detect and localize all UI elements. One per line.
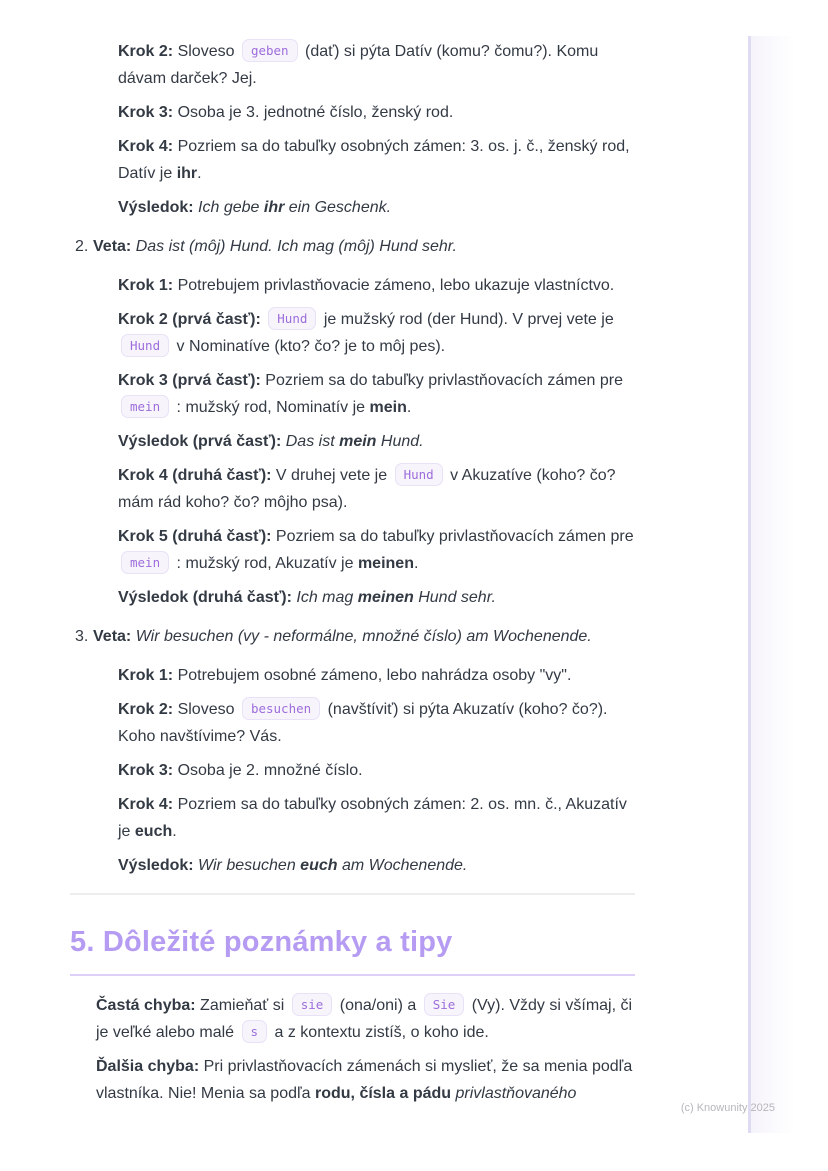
text-segment: V druhej vete je (271, 467, 392, 484)
list-item-text (118, 194, 635, 221)
text-segment: Pozriem sa do tabuľky osobných zámen: 3. os. j. č., ženský rod, Datív je (118, 138, 630, 182)
bullet-dot-holder (103, 696, 118, 750)
text-segment: Wir besuchen (vy - neformálne, množné číslo) am Wochenende. (131, 628, 592, 645)
list-item-text (118, 791, 635, 845)
text-segment: ihr (263, 199, 285, 216)
text-segment: : mužský rod, Akuzatív je (172, 555, 358, 572)
list-item (103, 662, 635, 689)
text-segment: Krok 1: (118, 667, 174, 684)
text-segment: privlastňovaného (455, 1085, 577, 1102)
text-segment: je mužský rod (der Hund). V prvej vete je (319, 311, 614, 328)
bullet-dot-holder (103, 38, 118, 92)
list-item-text (118, 757, 635, 784)
list-item-text (96, 1053, 635, 1107)
text-segment: v Nominatíve (kto? čo? je to môj pes). (172, 338, 446, 355)
list-item-text (118, 133, 635, 187)
text-segment: Das ist (môj) Hund. Ich mag (môj) Hund sehr. (131, 238, 457, 255)
text-segment: euch (134, 823, 173, 840)
text-segment: Pozriem sa do tabuľky osobných zámen: 2. os. mn. č., Akuzatív je (118, 796, 627, 840)
list-item-text (118, 462, 635, 516)
text-segment: Krok 5 (druhá časť): (118, 528, 272, 545)
text-segment: : mužský rod, Nominatív je (172, 399, 370, 416)
list-item (103, 133, 635, 187)
text-segment: Výsledok: (118, 857, 194, 874)
sentence-item (75, 623, 635, 650)
bullet-dot-holder (103, 367, 118, 421)
text-segment: Veta: (93, 628, 132, 645)
bullet-dot-holder (103, 428, 118, 455)
text-segment: a z kontextu zistíš, o koho ide. (270, 1024, 489, 1041)
list-item-text (118, 99, 635, 126)
text-segment: am Wochenende. (337, 857, 468, 874)
text-segment: Krok 1: (118, 277, 174, 294)
inline-code-chip: Sie (424, 993, 465, 1016)
section-divider (70, 893, 635, 895)
text-segment: meinen (357, 589, 414, 606)
list-item (103, 99, 635, 126)
list-item-text (96, 992, 635, 1046)
sentence-item (75, 233, 635, 260)
bullet-dot-holder (103, 133, 118, 187)
text-segment: Hund. (376, 433, 424, 450)
text-segment: mein (369, 399, 407, 416)
text-segment: Krok 2: (118, 43, 174, 60)
bullet-dot-holder (103, 306, 118, 360)
text-segment: (dať) si pýta Datív (komu? čomu?). Komu dávam darček? Jej. (118, 43, 599, 87)
inline-code-chip: mein (121, 551, 169, 574)
text-segment: Potrebujem privlastňovacie zámeno, lebo ukazuje vlastníctvo. (173, 277, 615, 294)
sentence-number: 3. (75, 628, 89, 645)
text-segment: Zamieňať si (195, 997, 289, 1014)
text-segment: Potrebujem osobné zámeno, lebo nahrádza osoby "vy". (173, 667, 572, 684)
list-item (103, 38, 635, 92)
text-segment: Pri privlastňovacích zámenách si myslieť, že sa menia podľa vlastníka. Nie! Menia sa podľa (96, 1058, 633, 1102)
text-segment: (navštíviť) si pýta Akuzatív (koho? čo?). Koho navštívime? Vás. (118, 701, 608, 745)
list-item-text (118, 523, 635, 577)
list-item (103, 194, 635, 221)
sentence-number: 2. (75, 238, 89, 255)
list-item (103, 367, 635, 421)
text-segment: Osoba je 2. množné číslo. (173, 762, 363, 779)
text-segment: . (197, 165, 202, 182)
bullet-dot-holder (75, 1053, 96, 1107)
text-segment: ein Geschenk. (284, 199, 392, 216)
bullet-list (70, 992, 635, 1107)
list-item-text (118, 306, 635, 360)
inline-code-chip: Hund (121, 334, 169, 357)
bullet-dot-holder (103, 662, 118, 689)
text-segment: Častá chyba: (96, 997, 196, 1014)
bullet-dot-holder (103, 757, 118, 784)
sentence-text (93, 623, 635, 650)
text-segment: . (413, 555, 419, 572)
text-segment: Výsledok (druhá časť): (118, 589, 292, 606)
text-segment: rodu, čísla a pádu (315, 1085, 452, 1102)
inline-code-chip: s (242, 1020, 268, 1043)
text-segment: Ich gebe (193, 199, 264, 216)
list-item (103, 523, 635, 577)
text-segment: Ich mag (291, 589, 358, 606)
text-segment: Sloveso (173, 701, 239, 718)
list-item-text (118, 428, 635, 455)
text-segment: Hund sehr. (413, 589, 496, 606)
list-item (103, 696, 635, 750)
text-segment: Výsledok: (118, 199, 194, 216)
section-heading: 5. Dôležité poznámky a tipy (70, 925, 635, 976)
text-segment: (ona/oni) a (335, 997, 421, 1014)
text-segment: mein (339, 433, 377, 450)
text-segment: Krok 2 (prvá časť): (118, 311, 261, 328)
text-segment (261, 311, 265, 328)
page-edge-line (748, 36, 751, 1133)
text-segment: Krok 3 (prvá časť): (118, 372, 261, 389)
footer-copyright: (c) Knowunity 2025 (680, 1102, 775, 1114)
content-column (70, 38, 635, 1114)
inline-code-chip: geben (242, 39, 298, 62)
text-segment: Krok 3: (118, 762, 174, 779)
page-edge-shadow (751, 36, 795, 1133)
list-item (103, 852, 635, 879)
text-segment: Pozriem sa do tabuľky privlastňovacích zámen pre (260, 372, 623, 389)
text-segment: Pozriem sa do tabuľky privlastňovacích zámen pre (271, 528, 634, 545)
text-segment: Sloveso (173, 43, 239, 60)
text-segment: v Akuzatíve (koho? čo? mám rád koho? čo? môjho psa). (118, 467, 616, 511)
text-segment: Wir besuchen (193, 857, 301, 874)
list-item (75, 1053, 635, 1107)
text-segment: Veta: (93, 238, 132, 255)
text-segment: . (172, 823, 177, 840)
bullet-dot-holder (103, 523, 118, 577)
inline-code-chip: Hund (268, 307, 316, 330)
text-segment: (Vy). Vždy si všímaj, či je veľké alebo malé (96, 997, 633, 1041)
text-segment: Ďalšia chyba: (96, 1058, 200, 1075)
bullet-list (70, 38, 635, 221)
list-item-text (118, 852, 635, 879)
bullet-list (70, 272, 635, 611)
text-segment: . (406, 399, 412, 416)
bullet-dot-holder (103, 194, 118, 221)
bullet-dot-holder (75, 992, 96, 1046)
bullet-list (70, 662, 635, 879)
sentence-text (93, 233, 635, 260)
bullet-dot-holder (103, 462, 118, 516)
list-item-text (118, 367, 635, 421)
list-item-text (118, 38, 635, 92)
inline-code-chip: mein (121, 395, 169, 418)
text-segment: Krok 4: (118, 796, 174, 813)
list-item (103, 791, 635, 845)
bullet-dot-holder (103, 584, 118, 611)
inline-code-chip: Hund (395, 463, 443, 486)
inline-code-chip: sie (292, 993, 333, 1016)
text-segment: Výsledok (prvá časť): (118, 433, 282, 450)
text-segment: Das ist (281, 433, 340, 450)
list-item (103, 584, 635, 611)
list-item (103, 272, 635, 299)
text-segment: Krok 3: (118, 104, 174, 121)
bullet-dot-holder (103, 791, 118, 845)
list-item-text (118, 696, 635, 750)
text-segment: ihr (176, 165, 198, 182)
text-segment: euch (300, 857, 338, 874)
list-item-text (118, 584, 635, 611)
text-segment: Krok 4: (118, 138, 174, 155)
list-item (103, 462, 635, 516)
text-segment: Krok 2: (118, 701, 174, 718)
bullet-dot-holder (103, 99, 118, 126)
list-item-text (118, 662, 635, 689)
text-segment: Krok 4 (druhá časť): (118, 467, 272, 484)
inline-code-chip: besuchen (242, 697, 320, 720)
list-item (103, 306, 635, 360)
text-segment: meinen (357, 555, 414, 572)
list-item (103, 428, 635, 455)
list-item (75, 992, 635, 1046)
list-item (103, 757, 635, 784)
bullet-dot-holder (103, 852, 118, 879)
text-segment: Osoba je 3. jednotné číslo, ženský rod. (173, 104, 454, 121)
list-item-text (118, 272, 635, 299)
bullet-dot-holder (103, 272, 118, 299)
